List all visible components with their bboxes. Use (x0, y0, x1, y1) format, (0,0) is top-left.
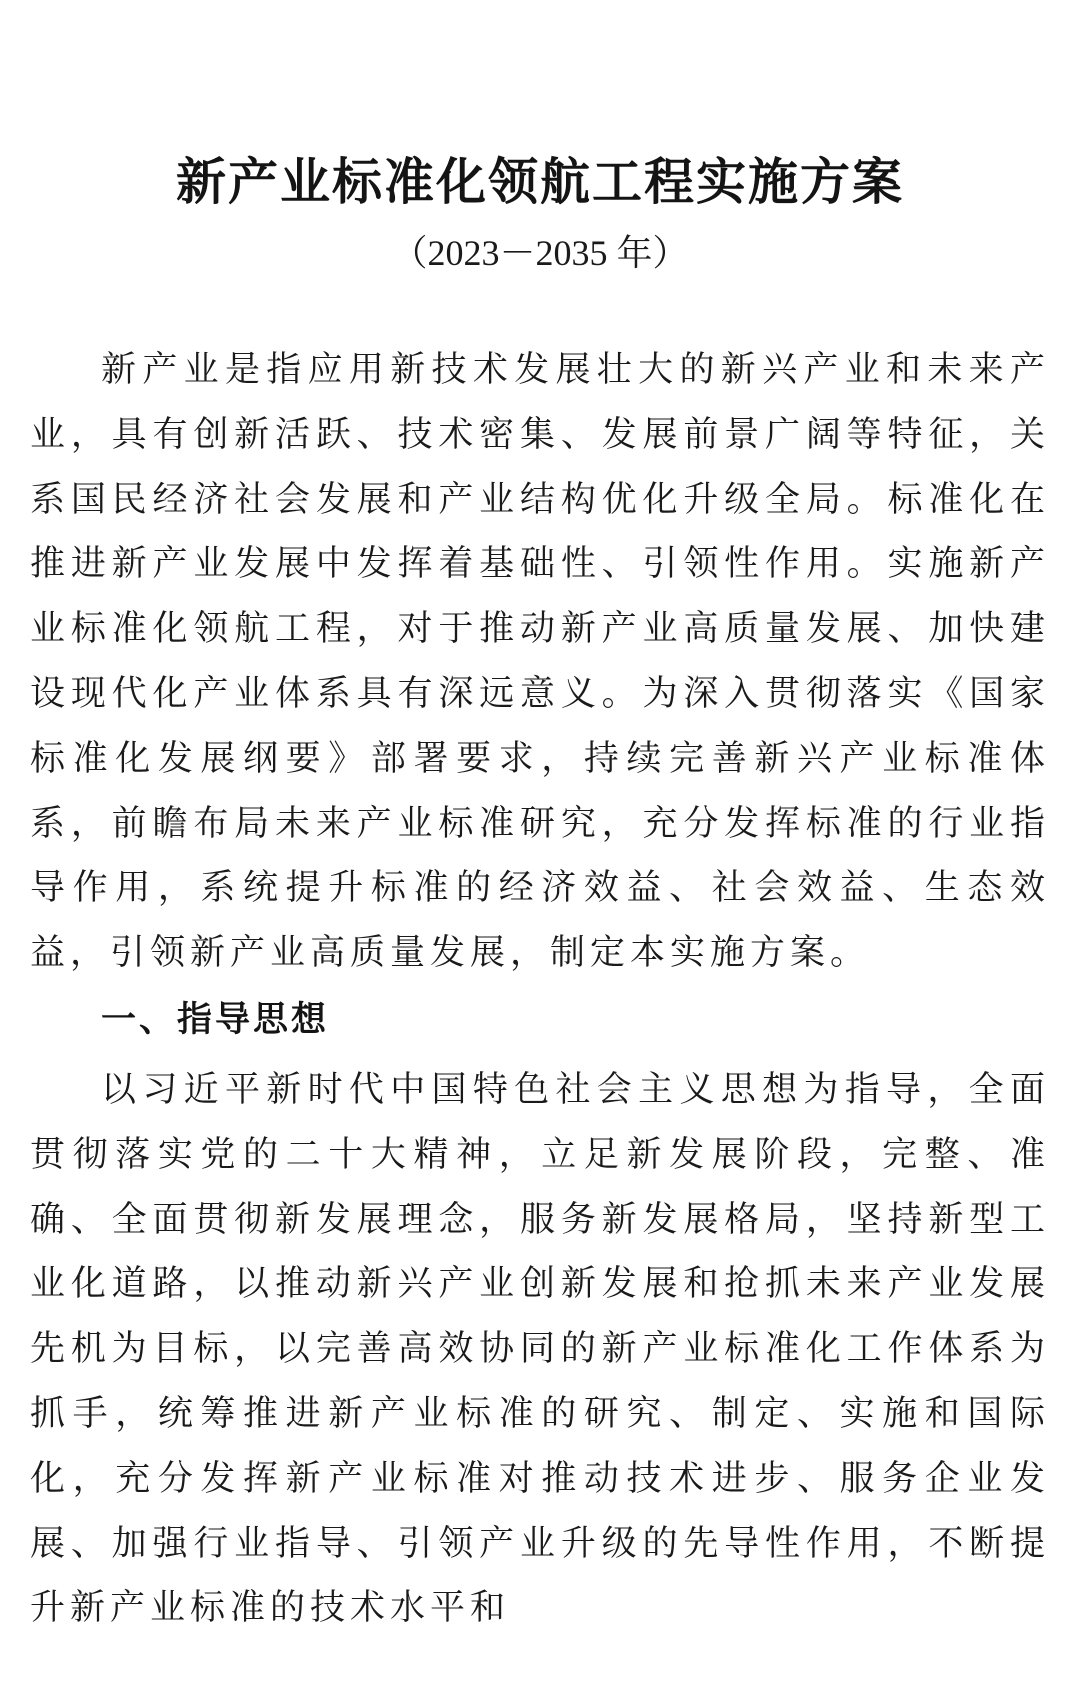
guiding-ideology-paragraph: 以习近平新时代中国特色社会主义思想为指导，全面贯彻落实党的二十大精神，立足新发展阶段，完整、准确、全面贯彻新发展理念，服务新发展格局，坚持新型工业化道路，以推动新兴产业创新发展和抢抓未来产业发展先机为目标，以完善高效协同的新产业标准化工作体系为抓手，统筹推进新产业标准的研究、制定、实施和国际化，充分发挥新产业标准对推动技术进步、服务企业发展、加强行业指导、引领产业升级的先导性作用，不断提升新产业标准的技术水平和 (30, 1070, 1050, 1629)
intro-paragraph: 新产业是指应用新技术发展壮大的新兴产业和未来产业，具有创新活跃、技术密集、发展前景广阔等特征，关系国民经济社会发展和产业结构优化升级全局。标准化在推进新产业发展中发挥着基础性、引领性作用。实施新产业标准化领航工程，对于推动新产业高质量发展、加快建设现代化产业体系具有深远意义。为深入贯彻落实《国家标准化发展纲要》部署要求，持续完善新兴产业标准体系，前瞻布局未来产业标准研究，充分发挥标准的行业指导作用，系统提升标准的经济效益、社会效益、生态效益，引领新产业高质量发展，制定本实施方案。 (30, 350, 1050, 974)
document-subtitle: （2023－2035 年） (391, 233, 689, 273)
document-title: 新产业标准化领航工程实施方案 (176, 152, 904, 211)
section-heading-guiding-ideology: 一、指导思想 (101, 1000, 330, 1040)
